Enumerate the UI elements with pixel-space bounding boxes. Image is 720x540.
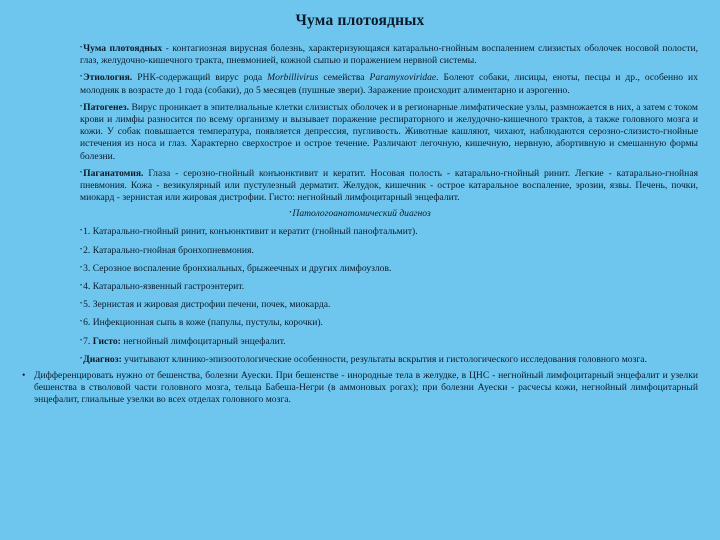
- diagnosis-item-7-text: негнойный лимфоцитарный энцефалит.: [120, 335, 286, 347]
- diagnosis-item: • 6. Инфекционная сыпь в коже (папулы, пустулы, корочки).: [22, 316, 698, 329]
- diagnosis-term: Диагноз:: [83, 353, 122, 365]
- definition-paragraph: [22, 42, 698, 67]
- differential-text: Дифференцировать нужно от бешенства, болезни Ауески. При бешенстве - инородные тела в желудке, в ЦНС - негнойный лимфоцитарный энцефалит и узелки бешенства в стволовой части головного мозга, тельца Бабеша-Негри (в аммоновых рогах); при болезни Ауески - расчесы кожи, негнойный лимфоцитарный энцефалит, глиальные узелки во всех отделах головного мозга.: [34, 370, 698, 406]
- etiology-text-1: РНК-содержащий вирус рода: [132, 72, 268, 84]
- pathanatomy-text: Глаза - серозно-гнойный конъюнктивит и кератит. Носовая полость - катарально-гнойный ринит. Легкие - катарально-гнойная пневмония. Кожа - везикулярный или пустулезный дерматит. Желудок, кишечник - острое катаральное воспаление, эрозии, язвы. Печень, почки, миокард - зернистая или жировая дистрофии. Гисто: негнойный лимфоцитарный энцефалит.: [80, 167, 698, 204]
- etiology-genus: Morbillivirus: [267, 72, 319, 84]
- etiology-family: Paramyxoviridae: [369, 72, 437, 84]
- diagnosis-item-7-num: 7.: [83, 335, 93, 347]
- etiology-text-2: семейства: [318, 72, 370, 84]
- diagnosis-text: учитывают клинико-эпизоотологические особенности, результаты вскрытия и гистологического исследования головного мозга.: [121, 353, 647, 365]
- diagnosis-item-7: [22, 335, 698, 348]
- differential-paragraph: [22, 370, 698, 407]
- etiology-paragraph: [22, 71, 698, 96]
- definition-text: - контагиозная вирусная болезнь, характеризующаяся катарально-гнойным воспалением слизистых оболочек носовой полости, глаз, желудочно-кишечного тракта, пневмонией, кожной сыпью и поражением нервной системы.: [80, 43, 698, 67]
- bullet-icon: •: [22, 370, 26, 382]
- diagnosis-heading: [22, 208, 698, 219]
- diagnosis-item: • 1. Катарально-гнойный ринит, конъюнктивит и кератит (гнойный панофтальмит).: [22, 225, 698, 238]
- diagnosis-item: • 2. Катарально-гнойная бронхопневмония.: [22, 244, 698, 257]
- pathanatomy-paragraph: [22, 167, 698, 205]
- pathogenesis-term: Патогенез.: [83, 101, 130, 113]
- pathogenesis-paragraph: [22, 101, 698, 163]
- diagnosis-item-7-term: Гисто:: [92, 335, 121, 347]
- diagnosis-item: • 4. Катарально-язвенный гастроэнтерит.: [22, 280, 698, 293]
- slide-title: Чума плотоядных: [295, 12, 425, 29]
- diagnosis-heading-text: Патологоанатомический диагноз: [292, 208, 431, 220]
- diagnosis-paragraph: [22, 353, 698, 366]
- diagnosis-item: • 3. Серозное воспаление бронхиальных, брыжеечных и других лимфоузлов.: [22, 262, 698, 275]
- etiology-text-3: . Болеют собаки, лисицы, еноты, песцы и др., особенно их молодняк в возрасте до 1 года (собаки), до 5 месяцев (пушные звери). Заражение происходит алиментарно и аэрогенно.: [80, 72, 698, 96]
- pathanatomy-term: Паганатомия.: [83, 167, 144, 179]
- etiology-term: Этиология.: [83, 72, 133, 84]
- pathogenesis-text: Вирус проникает в эпителиальные клетки слизистых оболочек и в регионарные лимфатические узлы, размножается в них, а затем с током крови и лимфы разносится по всему организму и вызывает поражение респираторного и желудочно-кишечного трактов, а также головного мозга и кожи. У собак повышается температура, появляется депрессия, пугливость. Животные кашляют, чихают, наблюдаются серозно-слизисто-гнойные истечения из носа и глаз. Характерно сверхострое и острое течение. Различают легочную, кишечную, нервную, абортивную и смешанную формы болезни.: [80, 101, 698, 162]
- diagnosis-item: • 5. Зернистая и жировая дистрофии печени, почек, миокарда.: [22, 298, 698, 311]
- definition-term: Чума плотоядных: [83, 43, 163, 54]
